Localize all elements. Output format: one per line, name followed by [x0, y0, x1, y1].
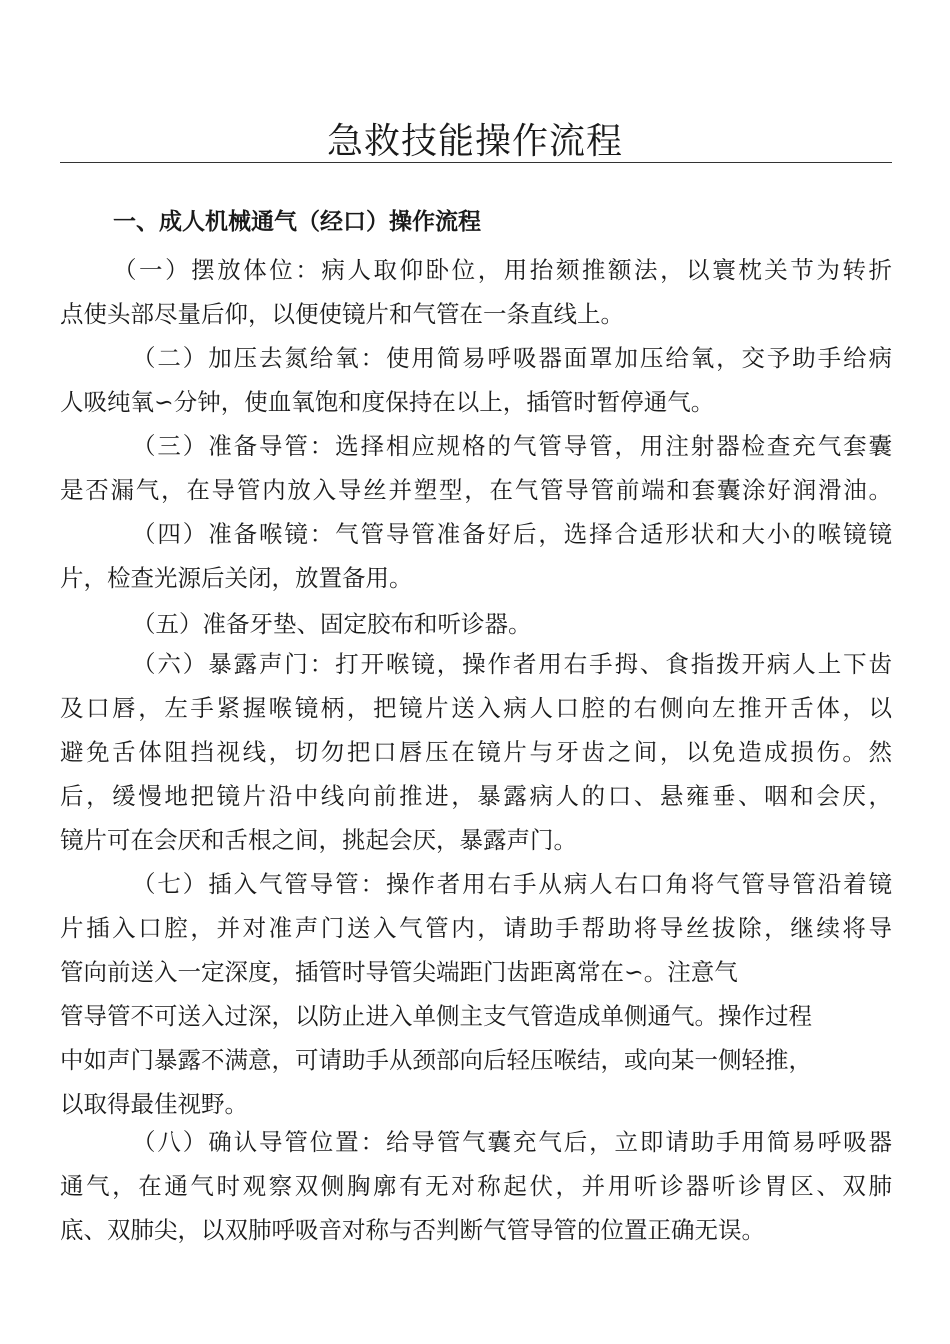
paragraph-line: 是否漏气，在导管内放入导丝并塑型，在气管导管前端和套囊涂好润滑油。: [60, 476, 892, 504]
paragraph-line: （三）准备导管：选择相应规格的气管导管，用注射器检查充气套囊: [132, 432, 892, 460]
paragraph-2: [60, 336, 892, 424]
paragraph-line: （二）加压去氮给氧：使用简易呼吸器面罩加压给氧，交予助手给病: [132, 344, 892, 372]
paragraph-line: 后，缓慢地把镜片沿中线向前推进，暴露病人的口、悬雍垂、咽和会厌，: [60, 782, 892, 810]
paragraph-line: 管导管不可送入过深，以防止进入单侧主支气管造成单侧通气。操作过程: [60, 1002, 812, 1030]
paragraph-line: （八）确认导管位置：给导管气囊充气后，立即请助手用简易呼吸器: [132, 1128, 892, 1156]
title-underline: [60, 162, 892, 163]
paragraph-line: 镜片可在会厌和舌根之间，挑起会厌，暴露声门。: [60, 826, 577, 854]
paragraph-8: [60, 1120, 892, 1252]
paragraph-1: [60, 248, 892, 336]
paragraph-line: （四）准备喉镜：气管导管准备好后，选择合适形状和大小的喉镜镜: [132, 520, 892, 548]
paragraph-6: [60, 642, 892, 862]
paragraph-line: 片插入口腔，并对准声门送入气管内，请助手帮助将导丝拔除，继续将导: [60, 914, 892, 942]
section-heading: 一、成人机械通气（经口）操作流程: [113, 208, 481, 235]
paragraph-line: 中如声门暴露不满意，可请助手从颈部向后轻压喉结，或向某一侧轻推，: [60, 1046, 812, 1074]
paragraph-line: 人吸纯氧∽分钟，使血氧饱和度保持在以上，插管时暂停通气。: [60, 388, 715, 416]
paragraph-line: （一）摆放体位：病人取仰卧位，用抬颏推额法，以寰枕关节为转折: [113, 256, 892, 284]
document-title: 急救技能操作流程: [326, 121, 623, 162]
paragraph-line: 管向前送入一定深度，插管时导管尖端距门齿距离常在∽。注意气: [60, 958, 738, 986]
paragraph-line: 以取得最佳视野。: [60, 1090, 248, 1118]
paragraph-line: 点使头部尽量后仰，以便使镜片和气管在一条直线上。: [60, 300, 624, 328]
paragraph-line: 避免舌体阻挡视线，切勿把口唇压在镜片与牙齿之间，以免造成损伤。然: [60, 738, 892, 766]
paragraph-line: 通气，在通气时观察双侧胸廓有无对称起伏，并用听诊器听诊胃区、双肺: [60, 1172, 892, 1200]
paragraph-4: [60, 512, 892, 600]
paragraph-5: [60, 602, 892, 646]
paragraph-line: （五）准备牙垫、固定胶布和听诊器。: [132, 610, 532, 638]
paragraph-line: （七）插入气管导管：操作者用右手从病人右口角将气管导管沿着镜: [132, 870, 892, 898]
paragraph-line: 底、双肺尖，以双肺呼吸音对称与否判断气管导管的位置正确无误。: [60, 1216, 765, 1244]
paragraph-line: 片，检查光源后关闭，放置备用。: [60, 564, 413, 592]
paragraph-7: [60, 862, 892, 1126]
paragraph-line: 及口唇，左手紧握喉镜柄，把镜片送入病人口腔的右侧向左推开舌体，以: [60, 694, 892, 722]
paragraph-line: （六）暴露声门：打开喉镜，操作者用右手拇、食指拨开病人上下齿: [132, 650, 892, 678]
paragraph-3: [60, 424, 892, 512]
